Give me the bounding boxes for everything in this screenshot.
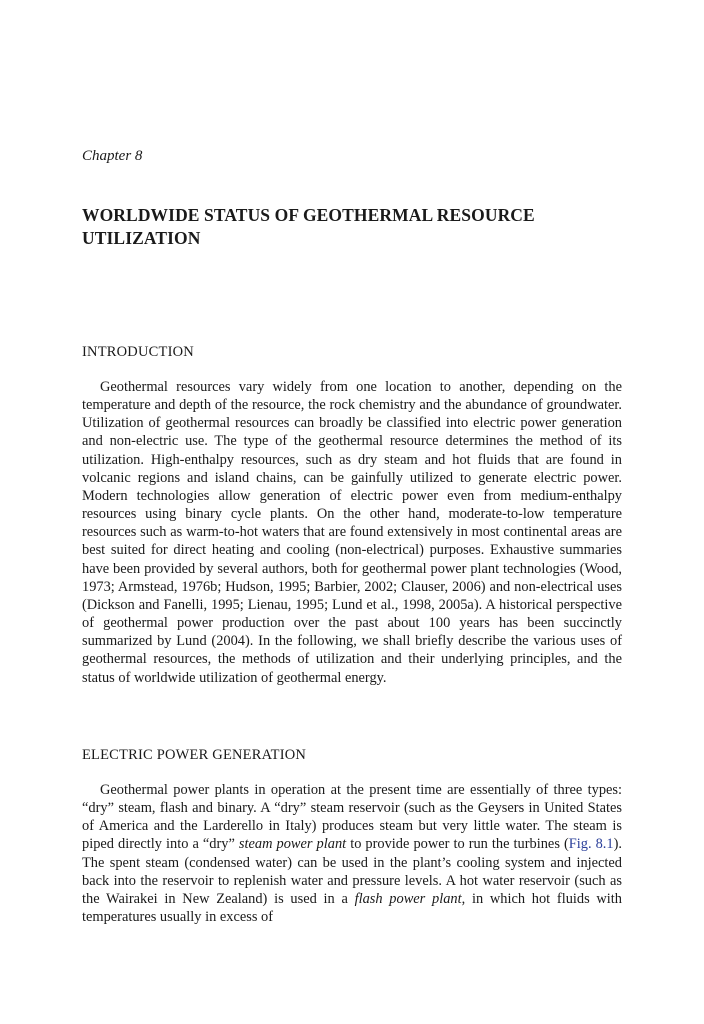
paragraph-text: ). The spent steam (condensed water) can be used in the plant’s cooling system and injected back into the reservoir to replenish water and pressure levels. A hot water reservoir (such as the Wairakei in New Zealand) is used in a [82, 836, 622, 907]
term-steam-power-plant: steam power plant [238, 836, 347, 853]
section-heading-electric-power: ELECTRIC POWER GENERATION [82, 747, 307, 763]
term-flash-power-plant: flash power plant [354, 890, 462, 907]
figure-reference-link[interactable]: Fig. 8.1 [568, 836, 614, 853]
paragraph-text: Geothermal power plants in operation at the present time are essentially of three types: “dry” steam, flash and binary. A “dry” steam reservoir (such as the Geysers in United States of America and the Larderello in Italy) produces steam but very little water. The steam is piped directly into a “dry” [82, 782, 622, 853]
chapter-title: WORLDWIDE STATUS OF GEOTHERMAL RESOURCE UTILIZATION [82, 205, 535, 248]
chapter-label: Chapter 8 [82, 148, 143, 164]
introduction-paragraph: Geothermal resources vary widely from one location to another, depending on the temperature and depth of the resource, the rock chemistry and the abundance of groundwater. Utilization of geothermal resources can broadly be classified into electric power generation and non-electric use. The type of the geothermal resource determines the method of its utilization. High-enthalpy resources, such as dry steam and hot fluids that are found in volcanic regions and island chains, can be gainfully utilized to generate electric power. Modern technologies allow generation of electric power even from medium-enthalpy resources using binary cycle plants. On the other hand, moderate-to-low temperature resources such as warm-to-hot waters that are found extensively in most continental areas are best suited for direct heating and cooling (non-electrical) purposes. Exhaustive summaries have been provided by several authors, both for geothermal power plant technologies (Wood, 1973; Armstead, 1976b; Hudson, 1995; Barbier, 2002; Clauser, 2006) and non-electrical uses (Dickson and Fanelli, 1995; Lienau, 1995; Lund et al., 1998, 2005a). A historical perspective of geothermal power production over the past about 100 years has been succinctly summarized by Lund (2004). In the following, we shall briefly describe the various uses of geothermal resources, the methods of utilization and their underlying principles, and the status of worldwide utilization of geothermal energy. [82, 379, 622, 686]
paragraph-text: to provide power to run the turbines ( [346, 836, 569, 853]
paragraph-text: , in which hot fluids with temperatures usually in excess of [82, 890, 622, 926]
section-heading-introduction: INTRODUCTION [82, 344, 194, 360]
electric-power-paragraph [82, 781, 622, 926]
